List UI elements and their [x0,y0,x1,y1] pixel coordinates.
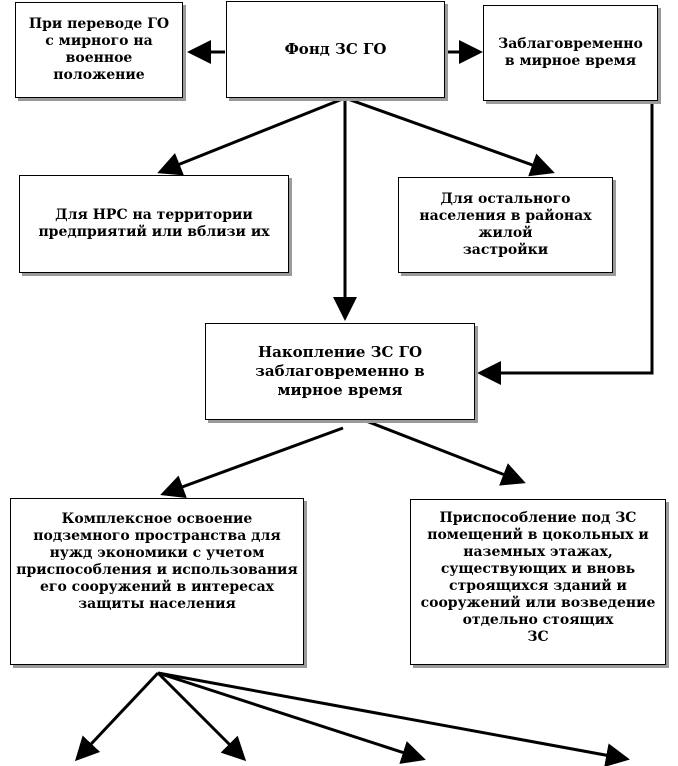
node-peacetime [483,5,658,101]
arrow-underground-out-4 [158,673,627,759]
arrow-accumulation-to-underground [163,428,343,494]
node-peacetime-label: Заблаговременно в мирное время [498,36,643,69]
node-mobilization-label: При переводе ГО с мирного на военное положение [28,16,170,83]
node-accumulation [205,323,475,420]
node-nrs [19,175,289,273]
node-nrs-label: Для НРС на территории предприятий или вблизи их [38,207,270,240]
arrow-underground-out-3 [158,673,423,759]
node-accumulation-label: Накопление ЗС ГО заблаговременно в мирное время [255,343,425,399]
arrow-fund-to-residents [345,98,552,172]
node-adaptation [410,499,666,665]
node-residents [398,177,613,273]
node-underground [10,498,304,665]
node-mobilization [15,2,183,98]
node-fund [226,1,445,98]
arrow-accumulation-to-adaptation [343,412,523,482]
arrow-fund-to-nrs [160,98,345,172]
arrow-underground-out-1 [77,673,158,759]
node-adaptation-label: Приспособление под ЗС помещений в цокольных и наземных этажах, существующих и вновь строящихся зданий и сооружений или возведение отдельно стоящих ЗС [420,510,656,645]
node-underground-label: Комплексное освоение подземного пространства для нужд экономики с учетом приспособления и использования его сооружений в интересах защиты населения [16,511,298,612]
node-residents-label: Для остального населения в районах жилой застройки [419,191,592,258]
node-fund-label: Фонд ЗС ГО [284,40,387,58]
